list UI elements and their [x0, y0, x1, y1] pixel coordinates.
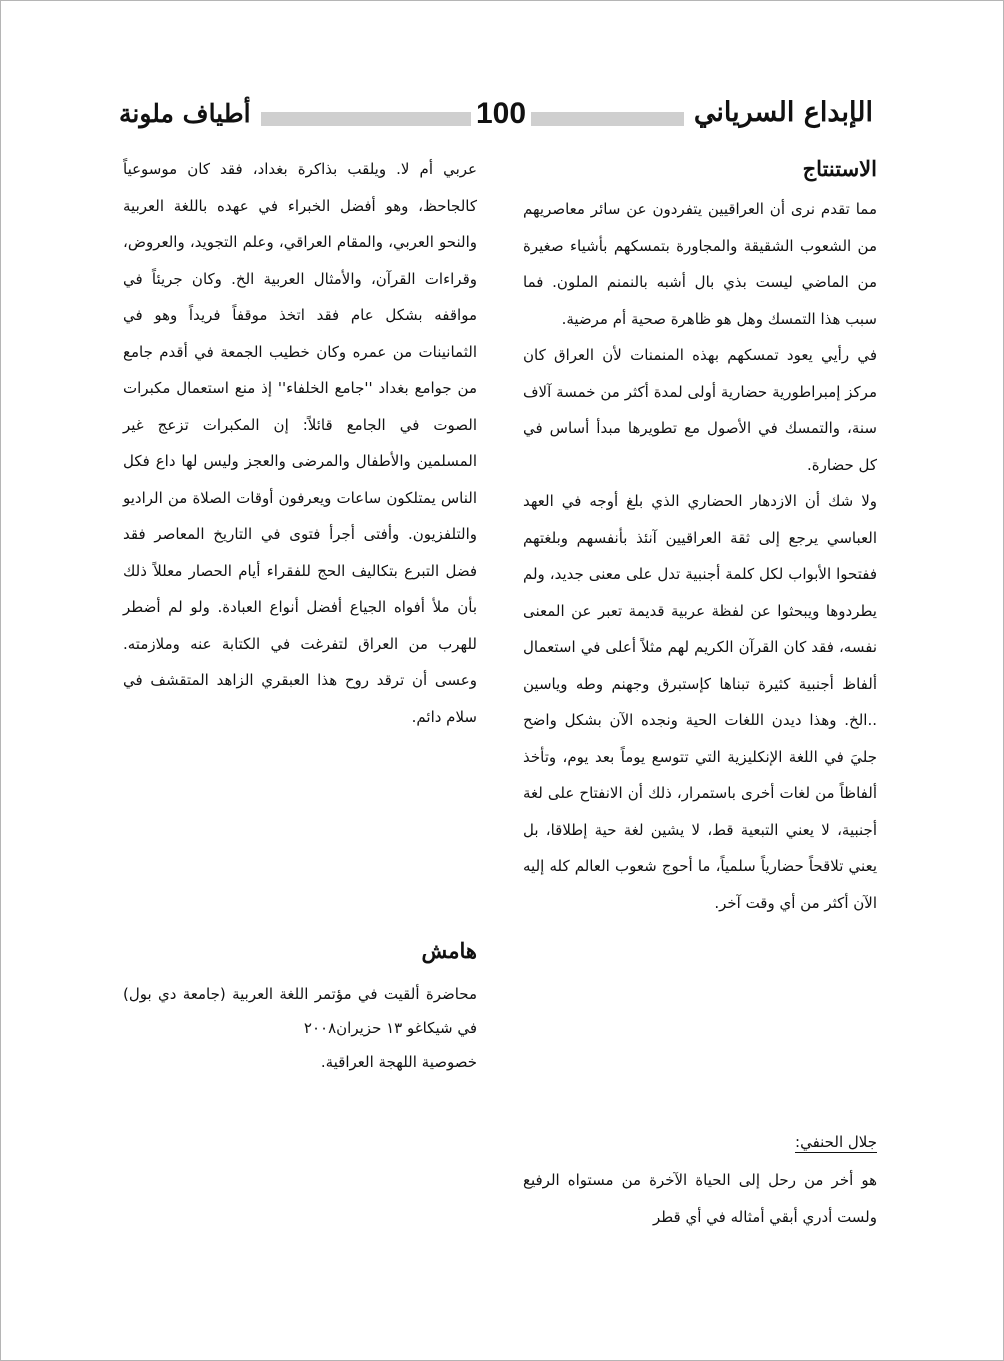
section-title: أطياف ملونة — [115, 99, 261, 128]
page-number: 100 — [471, 97, 531, 131]
conclusion-text — [523, 191, 877, 921]
paragraph: مما تقدم نرى أن العراقيين يتفردون عن سائر معاصريهم من الشعوب الشقيقة والمجاورة بتمسكهم بأشياء صغيرة من الماضي ليست بذي بال أشبه بالنمنم الملون. فما سبب هذا التمسك وهل هو ظاهرة صحية أم مرضية. — [523, 200, 877, 328]
paragraph: ولا شك أن الازدهار الحضاري الذي بلغ أوجه في العهد العباسي يرجع إلى ثقة العراقيين آنئذ بأنفسهم وبلغتهم ففتحوا الأبواب لكل كلمة أجنبية تدل على معنى جديد، ولم يطردوها ويبحثوا عن لفظة عربية قديمة تعبر عن المعنى نفسه، فقد كان القرآن الكريم لهم مثلاً أعلى في استعمال ألفاظ أجنبية كثيرة تبناها كإستبرق وجهنم وطه وياسين ..الخ. وهذا ديدن اللغات الحية ونجده الآن بشكل واضح جليَ في اللغة الإنكليزية التي تتوسع يوماً بعد يوم، وتأخذ ألفاظاً من لغات أخرى باستمرار، ذلك أن الانفتاح على لغة أجنبية، لا يعني التبعية قط، لا يشين لغة حية إطلاقا، بل يعني تلاقحاً حضارياً سلمياً، ما أحوج شعوب العالم كله إليه الآن أكثر من أي وقت آخر. — [523, 492, 877, 912]
footnote: محاضرة ألقيت في مؤتمر اللغة العربية (جامعة دي بول) في شيكاغو ١٣ حزيران٢٠٠٨ — [123, 985, 477, 1037]
subheading-jalal-al-hanafi: جلال الحنفي: — [795, 1133, 877, 1151]
footnote: خصوصية اللهجة العراقية. — [320, 1053, 477, 1071]
left-column — [123, 151, 477, 1071]
footnotes — [123, 977, 477, 1079]
magazine-title: الإبداع السرياني — [684, 97, 877, 128]
right-column — [523, 151, 877, 1226]
footnote-heading: هامش — [421, 938, 477, 963]
conclusion-heading: الاستنتاج — [802, 156, 877, 181]
paragraph: عربي أم لا. ويلقب بذاكرة بغداد، فقد كان موسوعياً كالجاحظ، وهو أفضل الخبراء في عهده باللغة العربية والنحو العربي، والمقام العراقي، وعلم التجويد، والعروض، وقراءات القرآن، والأمثال العربية الخ. وكان جريئاً في مواقفه بشكل عام فقد اتخذ موقفاً فريداً وهو في الثمانينات من عمره وكان خطيب الجمعة في أقدم جامع من جوامع بغداد ''جامع الخلفاء'' إذ منع استعمال مكبرات الصوت في الجامع قائلاً: إن المكبرات تزعج غير المسلمين والأطفال والمرضى والعجز وليس لها داع فكل الناس يمتلكون ساعات ويعرفون أوقات الصلاة من الراديو والتلفزيون. وأفتى أجرأ فتوى في التاريخ المعاصر فقد فضل التبرع بتكاليف الحج للفقراء أيام الحصار معللاً ذلك بأن ملأ أفواه الجياع أفضل أنواع العبادة. ولو لم أضطر للهرب من العراق لتفرغت في الكتابة عنه وملازمته. وعسى أن ترقد روح هذا العبقري الزاهد المتقشف في سلام دائم. — [123, 160, 477, 726]
paragraph: هو أخر من رحل إلى الحياة الآخرة من مستواه الرفيع ولست أدري أبقي أمثاله في أي قطر — [523, 1171, 877, 1226]
paragraph: في رأيي يعود تمسكهم بهذه المنمنات لأن العراق كان مركز إمبراطورية حضارية أولى لمدة أكثر من خمسة آلاف سنة، والتمسك في الأصول مع تطويرها مبدأ أساس في كل حضارة. — [523, 346, 877, 474]
